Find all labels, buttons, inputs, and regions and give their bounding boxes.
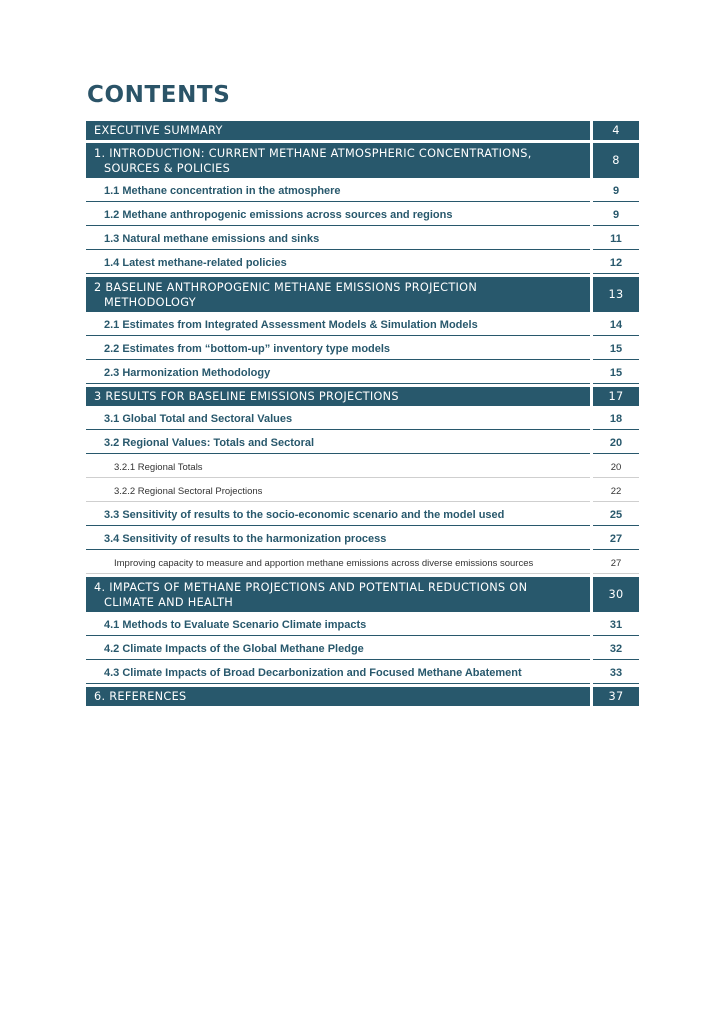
toc-entry-title: 3.1 Global Total and Sectoral Values (86, 409, 590, 430)
toc-page-number: 9 (593, 181, 639, 202)
toc-section-row[interactable] (86, 409, 639, 430)
toc-section-row[interactable] (86, 639, 639, 660)
toc-entry-title: 4.1 Methods to Evaluate Scenario Climate impacts (86, 615, 590, 636)
toc-sub-row[interactable] (86, 457, 639, 478)
toc-entry-title: 4.2 Climate Impacts of the Global Methane Pledge (86, 639, 590, 660)
toc-page-number: 20 (593, 457, 639, 478)
toc-entry-title: 2.1 Estimates from Integrated Assessment Models & Simulation Models (86, 315, 590, 336)
toc-section-row[interactable] (86, 505, 639, 526)
page-title: CONTENTS (87, 82, 231, 108)
toc-entry-title: 1.3 Natural methane emissions and sinks (86, 229, 590, 250)
toc-entry-title: 2.3 Harmonization Methodology (86, 363, 590, 384)
toc-entry-title-line: 4. IMPACTS OF METHANE PROJECTIONS AND POTENTIAL REDUCTIONS ON (94, 580, 528, 594)
toc-page-number: 27 (593, 529, 639, 550)
toc-chapter-row[interactable] (86, 121, 639, 140)
toc-page-number: 18 (593, 409, 639, 430)
toc-entry-title: 3.2.2 Regional Sectoral Projections (86, 481, 590, 502)
toc-sub-row[interactable] (86, 553, 639, 574)
toc-entry-title (86, 277, 590, 312)
toc-page-number: 33 (593, 663, 639, 684)
toc-entry-title-line: CLIMATE AND HEALTH (104, 595, 234, 609)
toc-section-row[interactable] (86, 663, 639, 684)
toc-page-number: 27 (593, 553, 639, 574)
toc-entry-title-line: 1. INTRODUCTION: CURRENT METHANE ATMOSPHERIC CONCENTRATIONS, (94, 146, 532, 160)
toc-page-number: 15 (593, 339, 639, 360)
toc-entry-title-line: SOURCES & POLICIES (104, 161, 231, 175)
toc-entry-title-line: 2 BASELINE ANTHROPOGENIC METHANE EMISSIONS PROJECTION (94, 280, 478, 294)
toc-entry-title: Improving capacity to measure and apportion methane emissions across diverse emissions sources (86, 553, 590, 574)
toc-chapter-row[interactable] (86, 143, 639, 178)
toc-chapter-row[interactable] (86, 277, 639, 312)
toc-page-number: 14 (593, 315, 639, 336)
toc-section-row[interactable] (86, 315, 639, 336)
toc-page-number: 9 (593, 205, 639, 226)
toc-page-number: 12 (593, 253, 639, 274)
toc-page-number: 30 (593, 577, 639, 612)
toc-entry-title: 3.2 Regional Values: Totals and Sectoral (86, 433, 590, 454)
toc-chapter-row[interactable] (86, 577, 639, 612)
toc-page-number: 13 (593, 277, 639, 312)
toc-entry-title: 1.4 Latest methane-related policies (86, 253, 590, 274)
toc-entry-title-line: 6. REFERENCES (94, 690, 187, 703)
toc-page-number: 37 (593, 687, 639, 706)
toc-entry-title: 4.3 Climate Impacts of Broad Decarbonization and Focused Methane Abatement (86, 663, 590, 684)
toc-page-number: 22 (593, 481, 639, 502)
toc-section-row[interactable] (86, 433, 639, 454)
table-of-contents (86, 121, 639, 709)
toc-entry-title: 1.1 Methane concentration in the atmosphere (86, 181, 590, 202)
toc-page-number: 8 (593, 143, 639, 178)
toc-entry-title-line: METHODOLOGY (104, 295, 196, 309)
toc-chapter-row[interactable] (86, 387, 639, 406)
toc-section-row[interactable] (86, 253, 639, 274)
toc-entry-title (86, 687, 590, 706)
toc-entry-title: 3.4 Sensitivity of results to the harmonization process (86, 529, 590, 550)
toc-section-row[interactable] (86, 229, 639, 250)
toc-page-number: 4 (593, 121, 639, 140)
toc-entry-title (86, 143, 590, 178)
toc-section-row[interactable] (86, 615, 639, 636)
toc-page-number: 31 (593, 615, 639, 636)
toc-entry-title: 3.3 Sensitivity of results to the socio-economic scenario and the model used (86, 505, 590, 526)
toc-section-row[interactable] (86, 205, 639, 226)
toc-entry-title-line: 3 RESULTS FOR BASELINE EMISSIONS PROJECTIONS (94, 390, 399, 403)
toc-page-number: 15 (593, 363, 639, 384)
toc-sub-row[interactable] (86, 481, 639, 502)
toc-entry-title: 3.2.1 Regional Totals (86, 457, 590, 478)
toc-entry-title (86, 121, 590, 140)
toc-entry-title (86, 577, 590, 612)
toc-chapter-row[interactable] (86, 687, 639, 706)
toc-section-row[interactable] (86, 363, 639, 384)
toc-page-number: 32 (593, 639, 639, 660)
toc-entry-title: 2.2 Estimates from “bottom-up” inventory type models (86, 339, 590, 360)
toc-section-row[interactable] (86, 181, 639, 202)
toc-page-number: 25 (593, 505, 639, 526)
toc-section-row[interactable] (86, 339, 639, 360)
toc-page-number: 11 (593, 229, 639, 250)
toc-page-number: 20 (593, 433, 639, 454)
toc-section-row[interactable] (86, 529, 639, 550)
toc-page-number: 17 (593, 387, 639, 406)
toc-entry-title: 1.2 Methane anthropogenic emissions across sources and regions (86, 205, 590, 226)
toc-entry-title (86, 387, 590, 406)
toc-entry-title-line: EXECUTIVE SUMMARY (94, 124, 223, 137)
